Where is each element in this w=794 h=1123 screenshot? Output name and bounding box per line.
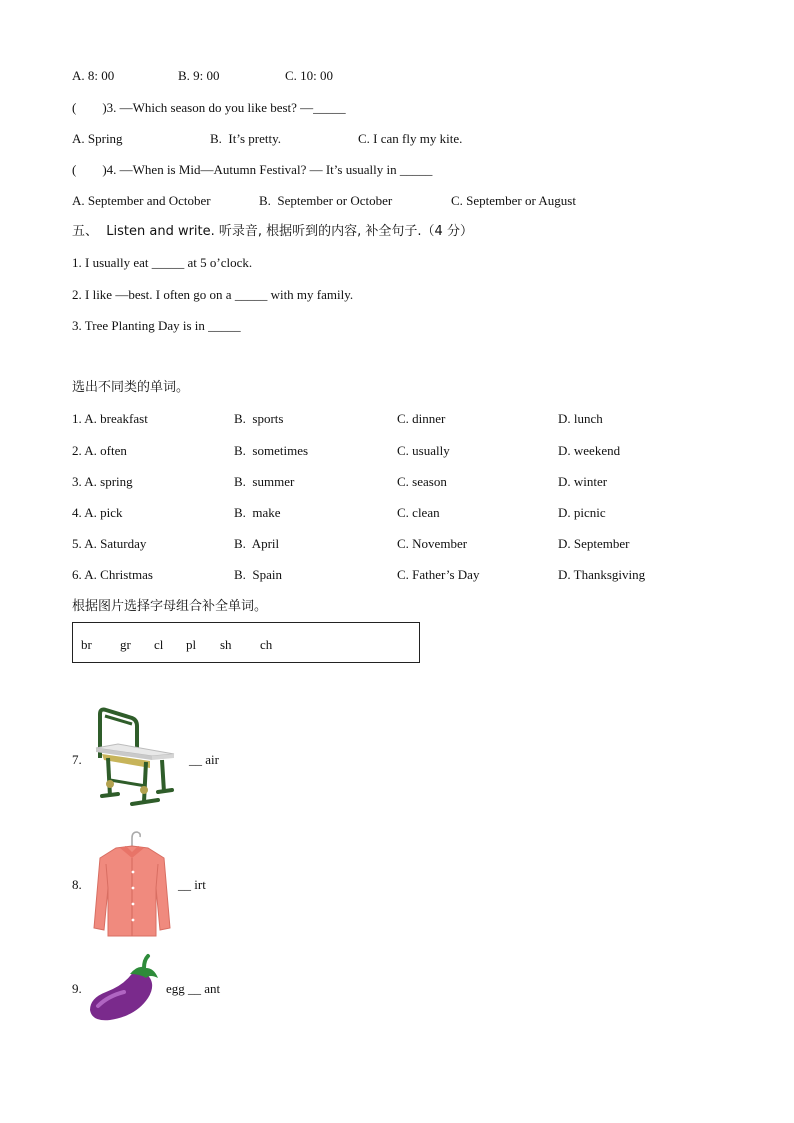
item7-blank: __ air — [189, 752, 219, 767]
q2-option-c: C. 10: 00 — [285, 68, 334, 83]
s6-r6-b: B. Spain — [234, 567, 283, 582]
letter-option: sh — [220, 637, 232, 652]
section5-title: 五、 Listen and write. 听录音, 根据听到的内容, 补全句子.（4 分） — [72, 224, 473, 239]
shirt-icon — [86, 828, 178, 940]
q3-option-c: C. I can fly my kite. — [358, 131, 463, 146]
s6-r2-c: C. usually — [397, 443, 450, 458]
q4-option-a: A. September and October — [72, 193, 211, 208]
s6-r2-b: B. sometimes — [234, 443, 309, 458]
q4-option-b: B. September or October — [259, 193, 393, 208]
section5-item-2: 2. I like —best. I often go on a _____ with my family. — [72, 287, 354, 302]
s6-r3-b: B. summer — [234, 474, 295, 489]
item7-number: 7. — [72, 752, 82, 767]
q3-option-b: B. It’s pretty. — [210, 131, 282, 146]
q2-option-a: A. 8: 00 — [72, 68, 115, 83]
item9-number: 9. — [72, 981, 82, 996]
s6-r6-c: C. Father’s Day — [397, 567, 480, 582]
s6-r3-a: 3. A. spring — [72, 474, 133, 489]
s6-r5-d: D. September — [558, 536, 630, 551]
s6-r5-c: C. November — [397, 536, 468, 551]
s6-r2-d: D. weekend — [558, 443, 621, 458]
section7-title: 根据图片选择字母组合补全单词。 — [72, 599, 268, 614]
section5-item-1: 1. I usually eat _____ at 5 o’clock. — [72, 255, 253, 270]
s6-r5-b: B. April — [234, 536, 280, 551]
s6-r4-b: B. make — [234, 505, 281, 520]
chair-icon — [88, 704, 180, 812]
s6-r6-d: D. Thanksgiving — [558, 567, 646, 582]
s6-r4-d: D. picnic — [558, 505, 606, 520]
letter-option: pl — [186, 637, 197, 652]
item8-blank: __ irt — [178, 877, 206, 892]
letter-option: gr — [120, 637, 131, 652]
letter-choice-box — [72, 622, 420, 663]
s6-r1-a: 1. A. breakfast — [72, 411, 148, 426]
s6-r5-a: 5. A. Saturday — [72, 536, 147, 551]
item8-number: 8. — [72, 877, 82, 892]
section5-item-3: 3. Tree Planting Day is in _____ — [72, 318, 241, 333]
q3-stem: ( )3. —Which season do you like best? —_____ — [72, 100, 346, 115]
letter-option: ch — [260, 637, 273, 652]
item9-blank: egg __ ant — [166, 981, 221, 996]
q2-option-b: B. 9: 00 — [178, 68, 220, 83]
eggplant-icon — [88, 952, 162, 1024]
s6-r3-d: D. winter — [558, 474, 608, 489]
s6-r1-c: C. dinner — [397, 411, 446, 426]
s6-r4-c: C. clean — [397, 505, 440, 520]
q4-stem: ( )4. —When is Mid—Autumn Festival? — It’s usually in _____ — [72, 162, 433, 177]
s6-r1-d: D. lunch — [558, 411, 603, 426]
s6-r2-a: 2. A. often — [72, 443, 127, 458]
section6-title: 选出不同类的单词。 — [72, 380, 190, 395]
s6-r1-b: B. sports — [234, 411, 284, 426]
s6-r4-a: 4. A. pick — [72, 505, 123, 520]
letter-option: br — [81, 637, 92, 652]
q3-option-a: A. Spring — [72, 131, 123, 146]
s6-r3-c: C. season — [397, 474, 447, 489]
q4-option-c: C. September or August — [451, 193, 576, 208]
s6-r6-a: 6. A. Christmas — [72, 567, 153, 582]
letter-option: cl — [154, 637, 164, 652]
